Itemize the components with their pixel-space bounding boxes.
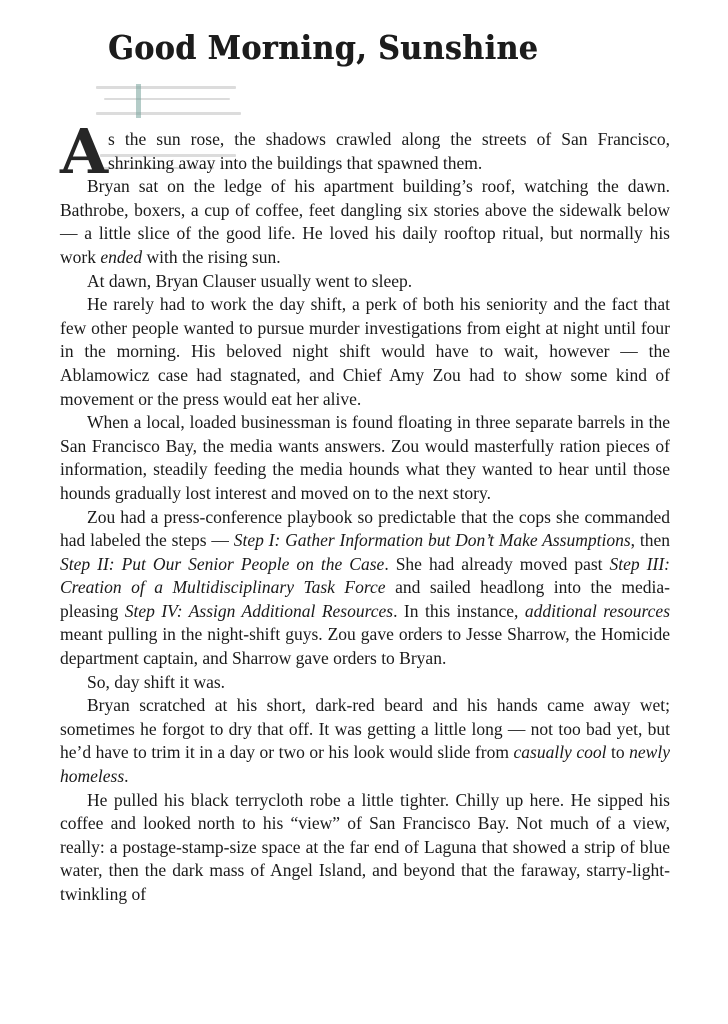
ornament-tick [136, 84, 141, 118]
paragraph [60, 293, 670, 411]
ornament-line [96, 112, 241, 115]
text-run: So, day shift it was. [87, 671, 226, 692]
body-text [60, 115, 670, 907]
paragraph [60, 694, 670, 788]
italic-text: ended [100, 246, 143, 267]
text-run: and sailed headlong into the media-pleasing [60, 577, 670, 621]
text-run: to [606, 742, 630, 763]
ornament-line [104, 98, 230, 100]
text-run: . In this instance, [393, 600, 525, 621]
text-run: Zou had a press-conference playbook so predictable that the cops she commanded had labeled the steps — [60, 506, 670, 551]
text-run: He pulled his black terrycloth robe a little tighter. Chilly up here. He sipped his coffee and looked north to his “view” of San Francisco Bay. Not much of a view, really: a postage-stamp-size space at the far end of Laguna that showed a strip of blue water, then the dark mass of Angel Island, and beyond that the faraway, starry-light-twinkling of [60, 789, 670, 904]
paragraph [60, 506, 670, 671]
text-run: When a local, loaded businessman is found floating in three separate barrels in the San Francisco Bay, the media wants answers. Zou would masterfully ration pieces of information, steadily feeding the media hounds what they wanted to hear until those hounds gradually lost interest and moved on to the next story. [60, 412, 670, 503]
text-run: meant pulling in the night-shift guys. Zou gave orders to Jesse Sharrow, the Homicide department captain, and Sharrow gave orders to Bryan. [60, 624, 670, 669]
paragraph [60, 671, 670, 695]
text-run: . She had already moved past [384, 553, 610, 574]
text-run: s the sun rose, the shadows crawled along the streets of San Francisco, shrinking away into the buildings that spawned them. [108, 129, 670, 173]
italic-text: newly homeless [60, 742, 670, 787]
text-run: , then [630, 530, 670, 551]
paragraph [60, 789, 670, 907]
italic-text: additional resources [524, 600, 670, 621]
text-run: with the rising sun. [142, 246, 281, 267]
text-run: . [124, 766, 129, 787]
paragraph [60, 411, 670, 505]
text-run: Bryan scratched at his short, dark-red beard and his hands came away wet; sometimes he forgot to dry that off. It was getting a little long — not too bad yet, but he’d have to trim it in a day or two or his look would slide from [60, 695, 670, 763]
chapter-title: Good Morning, Sunshine [108, 30, 539, 68]
italic-text: Step I: Gather Information but Don’t Make Assumptions [233, 530, 631, 551]
italic-text: casually cool [513, 742, 607, 763]
ornament-line [96, 86, 236, 89]
paragraph [60, 175, 670, 269]
italic-text: Step IV: Assign Additional Resources [124, 600, 394, 621]
text-run: Bryan sat on the ledge of his apartment building’s roof, watching the dawn. Bathrobe, boxers, a cup of coffee, feet dangling six stories above the sidewalk below — a little slice of the good life. He loved his daily rooftop ritual, but normally his work [60, 176, 670, 267]
text-run: He rarely had to work the day shift, a perk of both his seniority and the fact that few other people wanted to pursue murder investigations from eight at night until four in the morning. His beloved night shift would have to wait, however — the Ablamowicz case had stagnated, and Chief Amy Zou had to show some kind of movement or the press would eat her alive. [60, 294, 670, 409]
italic-text: Step II: Put Our Senior People on the Case [60, 553, 385, 574]
paragraph [60, 270, 670, 294]
text-run: At dawn, Bryan Clauser usually went to sleep. [87, 270, 413, 291]
paragraph [60, 115, 670, 188]
italic-text: Step III: Creation of a Multidisciplinary Task Force [60, 553, 670, 598]
drop-cap: A [60, 115, 109, 188]
